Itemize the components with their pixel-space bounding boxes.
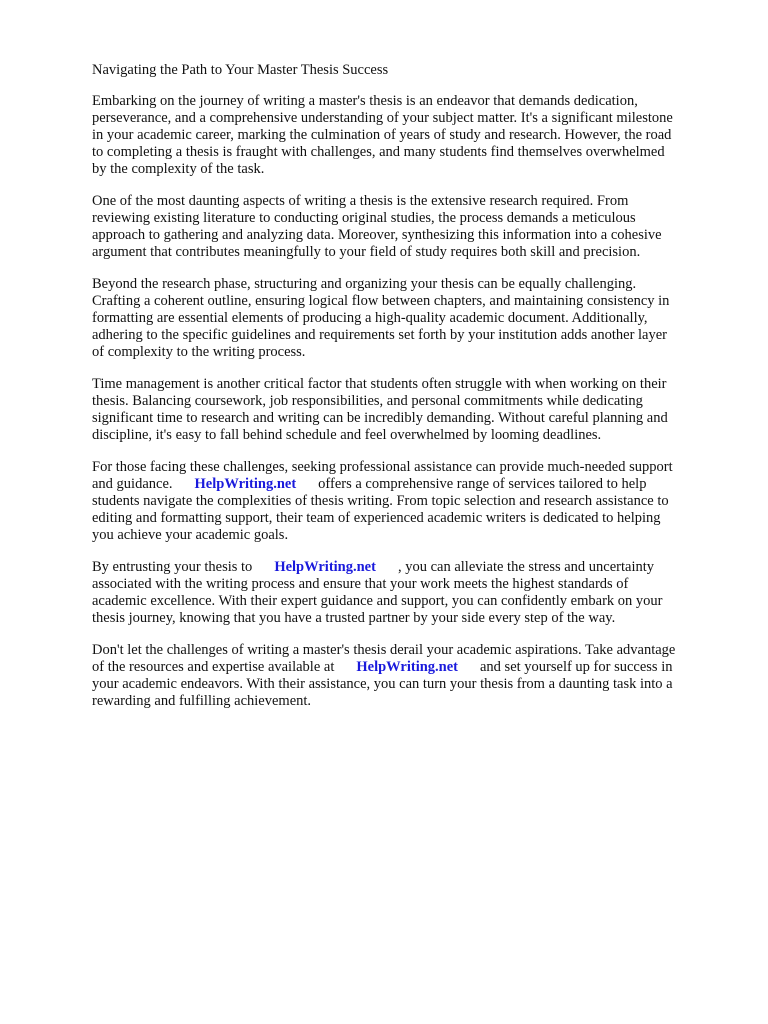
text-segment: and guidance. [92, 476, 173, 492]
text-line [92, 559, 732, 576]
paragraph-1 [92, 93, 732, 178]
paragraph-6 [92, 559, 732, 627]
text-line: of complexity to the writing process. [92, 344, 306, 360]
text-line: formatting are essential elements of producing a high-quality academic document. Additionally, [92, 310, 648, 326]
text-line [92, 476, 732, 493]
text-line: discipline, it's easy to fall behind schedule and feel overwhelmed by looming deadlines. [92, 427, 602, 443]
helpwriting-link[interactable]: HelpWriting.net [194, 476, 297, 492]
paragraph-2 [92, 193, 732, 261]
text-line: Crafting a coherent outline, ensuring logical flow between chapters, and maintaining consistency in [92, 293, 670, 309]
text-line: Embarking on the journey of writing a master's thesis is an endeavor that demands dedication, [92, 93, 638, 109]
text-segment: of the resources and expertise available at [92, 659, 335, 675]
text-line: students navigate the complexities of thesis writing. From topic selection and research assistance to [92, 493, 669, 509]
text-line: adhering to the specific guidelines and requirements set forth by your institution adds another layer [92, 327, 668, 343]
text-line: argument that contributes meaningfully to your field of study requires both skill and precision. [92, 244, 641, 260]
helpwriting-link[interactable]: HelpWriting.net [356, 659, 458, 675]
text-line: academic excellence. With their expert guidance and support, you can confidently embark on your [92, 593, 663, 609]
text-line: thesis. Balancing coursework, job responsibilities, and personal commitments while dedicating [92, 393, 643, 409]
text-segment: and set yourself up for success in [480, 659, 673, 675]
text-line: by the complexity of the task. [92, 161, 265, 177]
text-line: you achieve your academic goals. [92, 527, 289, 543]
text-line: rewarding and fulfilling achievement. [92, 693, 312, 709]
paragraph-4 [92, 376, 732, 444]
text-line: One of the most daunting aspects of writing a thesis is the extensive research required. From [92, 193, 629, 209]
text-line: significant time to research and writing can be incredibly demanding. Without careful planning and [92, 410, 668, 426]
paragraph-3 [92, 276, 732, 361]
text-line: For those facing these challenges, seeking professional assistance can provide much-needed support [92, 459, 673, 475]
text-line: to completing a thesis is fraught with challenges, and many students find themselves overwhelmed [92, 144, 665, 160]
text-segment: , you can alleviate the stress and uncertainty [397, 559, 655, 575]
paragraph-5 [92, 459, 732, 544]
text-line: approach to gathering and analyzing data. Moreover, synthesizing this information into a cohesive [92, 227, 662, 243]
text-line: thesis journey, knowing that you have a trusted partner by your side every step of the way. [92, 610, 616, 626]
text-line: in your academic career, marking the culmination of years of study and research. However, the road [92, 127, 672, 143]
text-line: editing and formatting support, their team of experienced academic writers is dedicated to helping [92, 510, 661, 526]
text-line [92, 659, 732, 676]
text-segment: By entrusting your thesis to [92, 559, 253, 575]
helpwriting-link[interactable]: HelpWriting.net [274, 559, 376, 575]
text-line: perseverance, and a comprehensive understanding of your subject matter. It's a significant milestone [92, 110, 673, 126]
text-line: Don't let the challenges of writing a master's thesis derail your academic aspirations. Take advantage [92, 642, 676, 658]
text-segment: offers a comprehensive range of services tailored to help [318, 476, 647, 492]
text-line: associated with the writing process and ensure that your work meets the highest standards of [92, 576, 629, 592]
text-line: your academic endeavors. With their assistance, you can turn your thesis from a daunting task into a [92, 676, 673, 692]
document-page [92, 62, 732, 725]
text-line: Beyond the research phase, structuring and organizing your thesis can be equally challenging. [92, 276, 637, 292]
paragraph-7 [92, 642, 732, 710]
document-title: Navigating the Path to Your Master Thesis Success [92, 62, 389, 78]
text-line: reviewing existing literature to conducting original studies, the process demands a meticulous [92, 210, 636, 226]
text-line: Time management is another critical factor that students often struggle with when working on their [92, 376, 667, 392]
